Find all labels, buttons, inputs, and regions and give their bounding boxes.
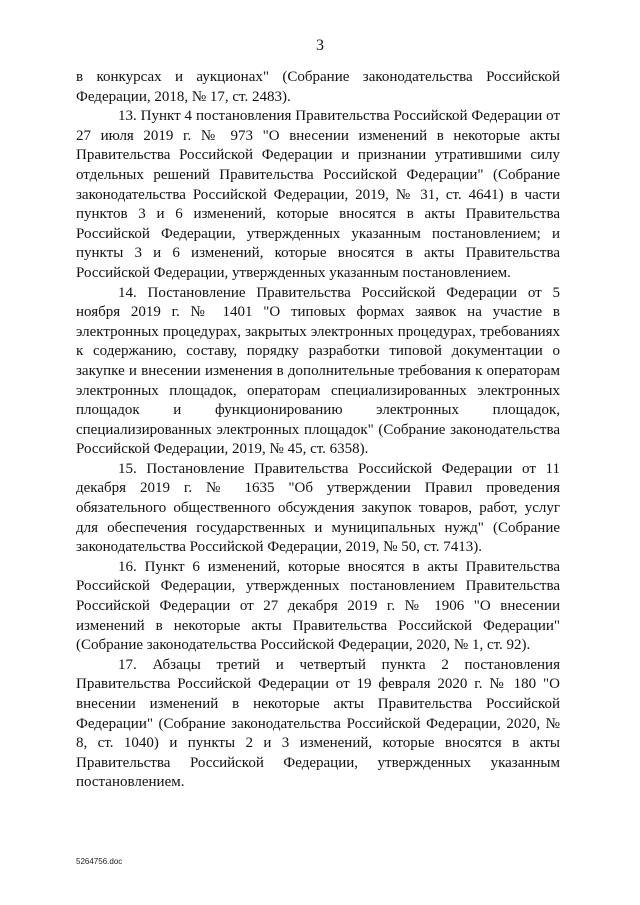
page-number: 3 <box>316 37 324 54</box>
paragraph-item-14: 14. Постановление Правительства Российской Федерации от 5 ноября 2019 г. № 1401 "О типовых формах заявок на участие в электронных процедурах, закрытых электронных процедурах, требованиях к содержанию, составу, порядку разработки типовой документации о закупке и внесении изменения в дополнительные требования к операторам электронных площадок, операторам специализированных электронных площадок и функционированию электронных площадок, специализированных электронных площадок" (Собрание законодательства Российской Федерации, 2019, № 45, ст. 6358). <box>76 284 560 458</box>
paragraph-item-16: 16. Пункт 6 изменений, которые вносятся в акты Правительства Российской Федерации, утвержденных постановлением Правительства Российской Федерации от 27 декабря 2019 г. № 1906 "О внесении изменений в некоторые акты Правительства Российской Федерации" (Собрание законодательства Российской Федерации, 2020, № 1, ст. 92). <box>76 558 560 654</box>
paragraph-item-13: 13. Пункт 4 постановления Правительства Российской Федерации от 27 июля 2019 г. № 973 "О внесении изменений в некоторые акты Правительства Российской Федерации и признании утратившими силу отдельных решений Правительства Российской Федерации" (Собрание законодательства Российской Федерации, 2019, № 31, ст. 4641) в части пунктов 3 и 6 изменений, которые вносятся в акты Правительства Российской Федерации, утвержденных указанным постановлением; и пункты 3 и 6 изменений, которые вносятся в акты Правительства Российской Федерации, утвержденных указанным постановлением. <box>76 108 560 281</box>
paragraph-continuation: в конкурсах и аукционах" (Собрание законодательства Российской Федерации, 2018, № 17, ст. 2483). <box>76 69 560 105</box>
paragraph-item-15: 15. Постановление Правительства Российской Федерации от 11 декабря 2019 г. № 1635 "Об утверждении Правил проведения обязательного общественного обсуждения закупок товаров, работ, услуг для обеспечения государственных и муниципальных нужд" (Собрание законодательства Российской Федерации, 2019, № 50, ст. 7413). <box>76 460 560 556</box>
paragraph-item-17: 17. Абзацы третий и четвертый пункта 2 постановления Правительства Российской Федерации от 19 февраля 2020 г. № 180 "О внесении изменений в некоторые акты Правительства Российской Федерации" (Собрание законодательства Российской Федерации, 2020, № 8, ст. 1040) и пункты 2 и 3 изменений, которые вносятся в акты Правительства Российской Федерации, утвержденных указанным постановлением. <box>76 656 560 791</box>
document-body <box>76 68 560 793</box>
file-name-footer: 5264756.doc <box>76 857 123 866</box>
